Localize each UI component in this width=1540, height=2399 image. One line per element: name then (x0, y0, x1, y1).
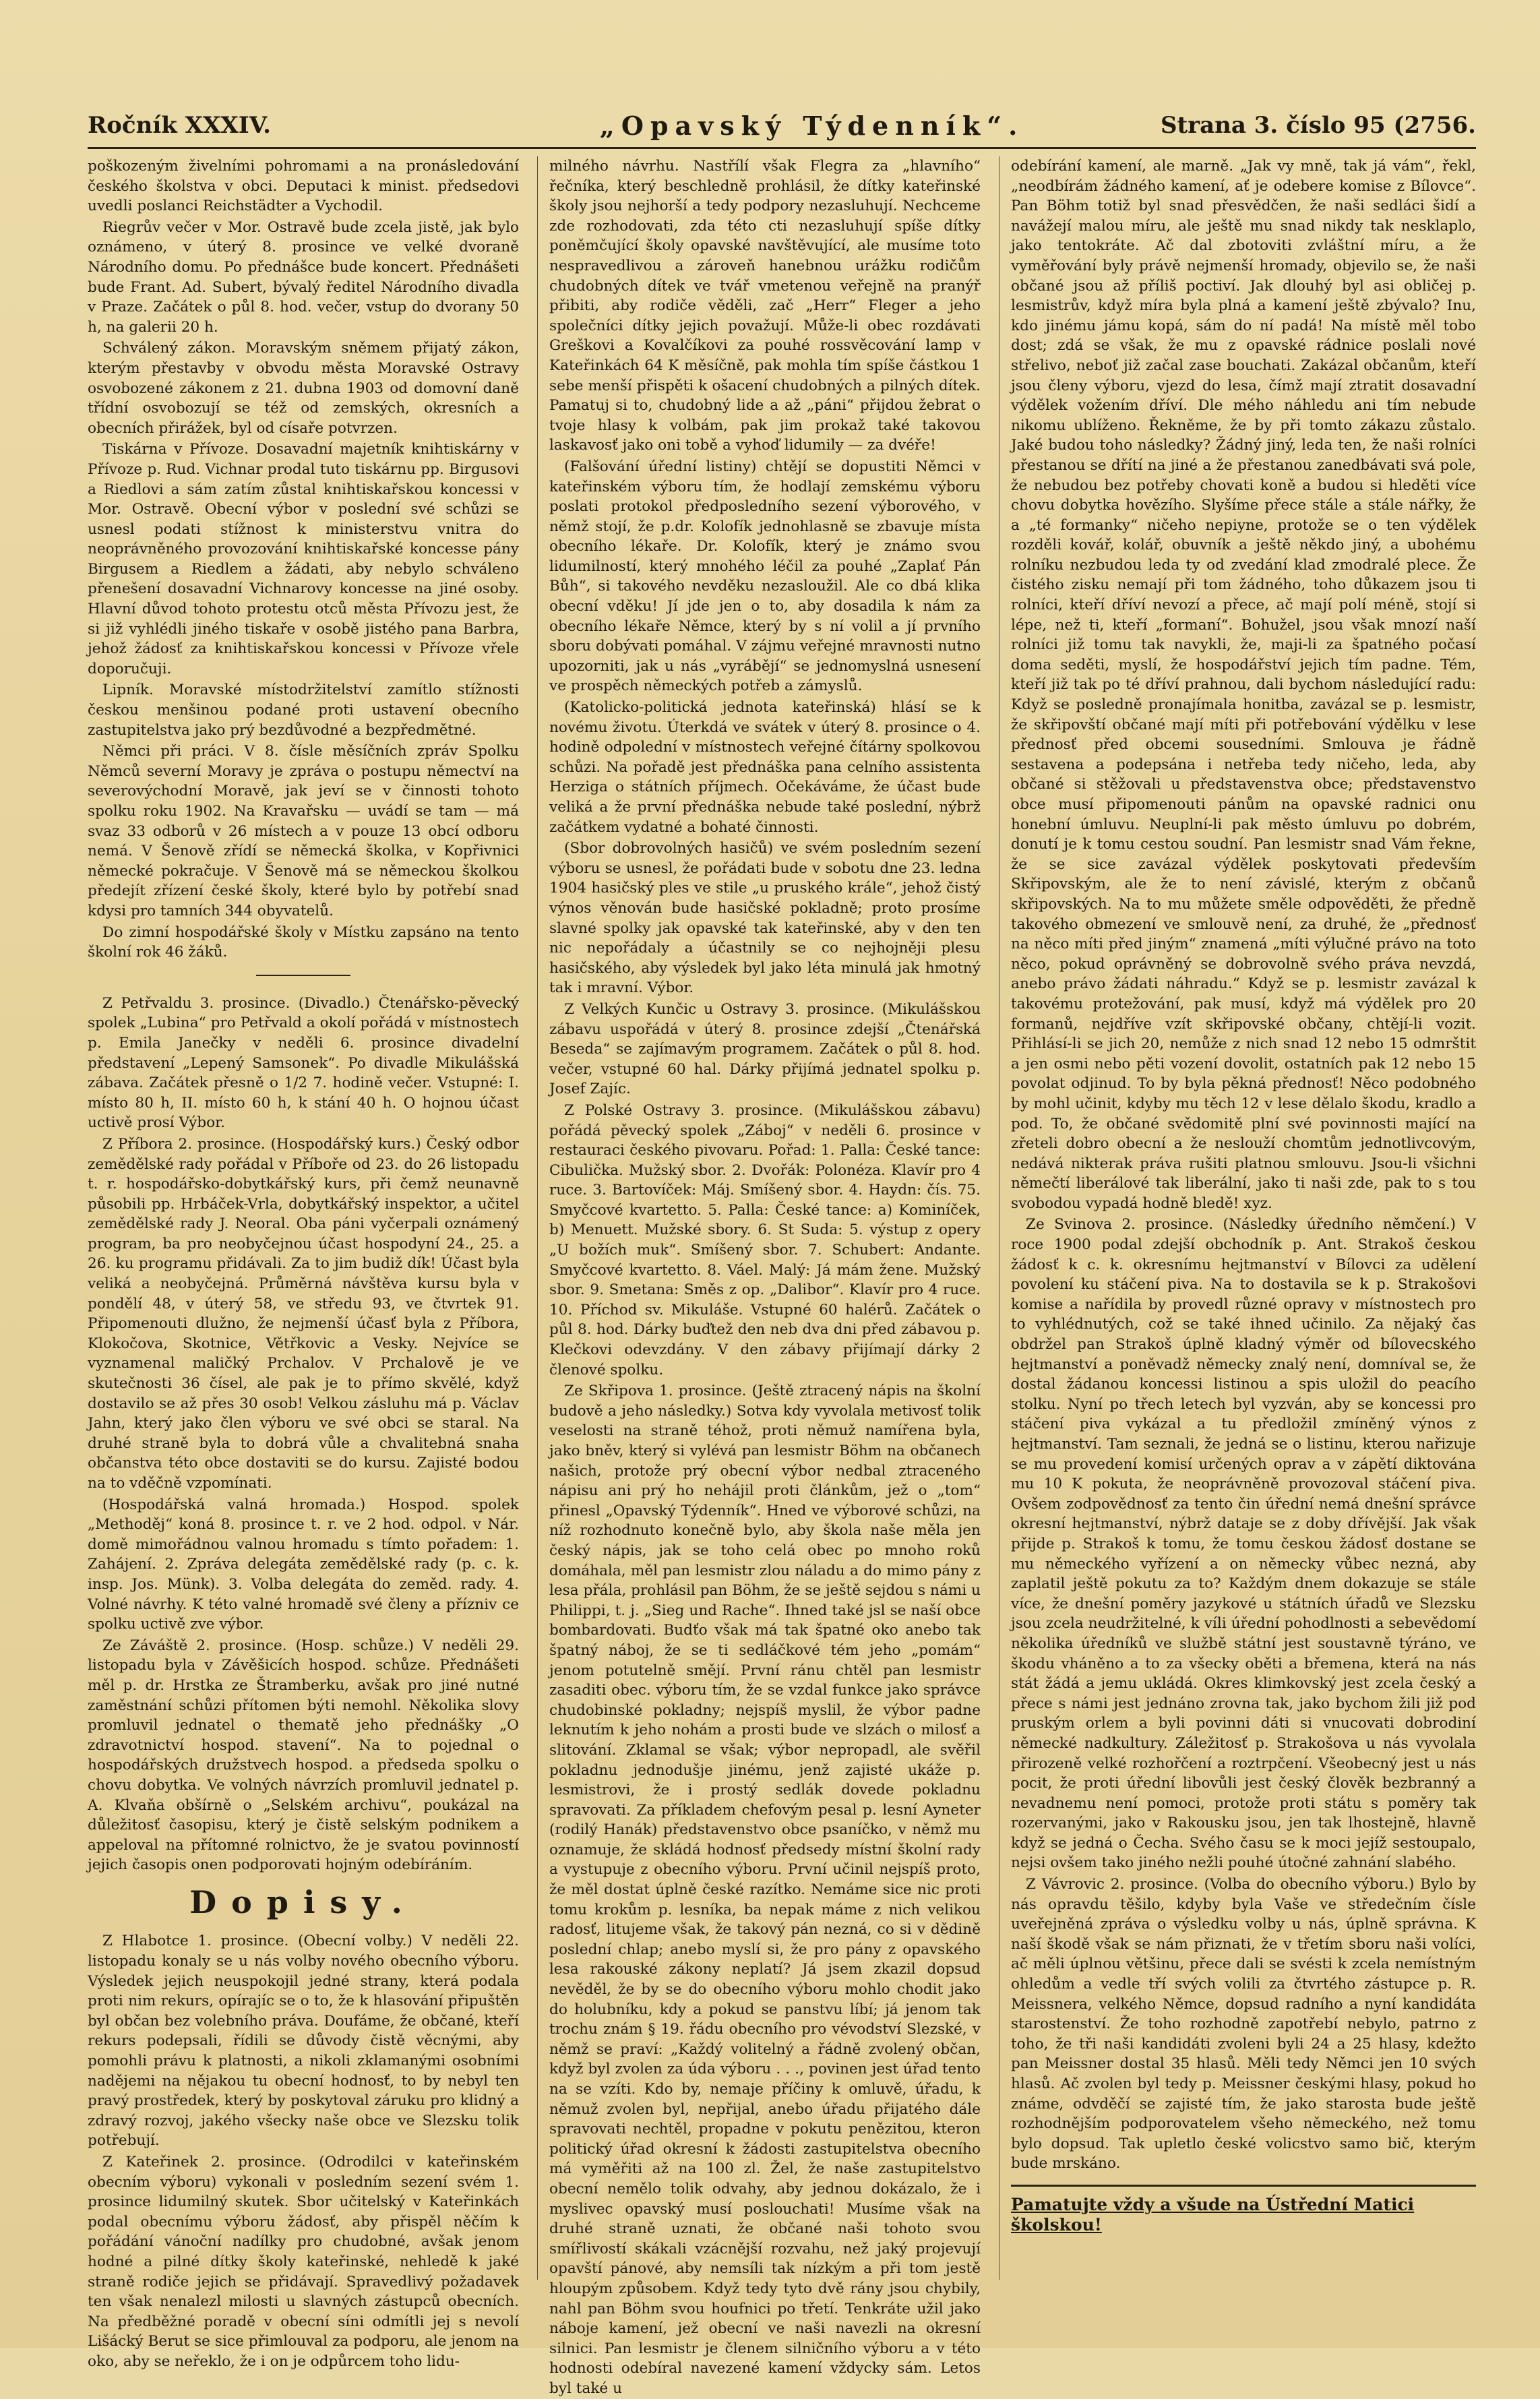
news-item: Schválený zákon. Moravským sněmem přijatý zákon, kterým přestavby v obvodu města Moravské Ostravy osvobozené zákonem z 21. dubna 1903 od domovní daně třídní osvobozují se též od zemských, okresních a obecních přirážek, byl od císaře potvrzen. (88, 340, 519, 437)
column-2 (549, 156, 981, 2397)
column-divider (537, 156, 538, 2280)
page-header (88, 108, 1476, 149)
separator (256, 975, 350, 976)
page-number: Strana 3. číslo 95 (2756. (1160, 112, 1476, 139)
letter-item: Z Hlabotce 1. prosince. (Obecní volby.) V neděli 22. listopadu konaly se u nás volby nového obecního výboru. Výsledek jejich neuspokojil jedné strany, která podala proti nim rekurs, opírajíc se o to, že k hlasování připuštěn byl občan bez volebního práva. Doufáme, že občané, kteří rekurs podepsali, řídili se důvody čistě věcnými, aby pomohli právu k platnosti, a nikoli zklamanými osobními nadějemi na nějakou tu obecní hodnosť, to by nebyl ten pravý prostředek, který by poskytoval záruku pro klidný a zdravý rozvoj, jakého všecky naše obce ve Slezsku tolik potřebují. (88, 1933, 519, 2150)
letter-item: Ze Svinova 2. prosince. (Následky úředního němčení.) V roce 1900 podal zdejší obchodník p. Ant. Strakoš českou žádosť k c. k. okresnímu hejtmanství v Bílovci za udělení povolení ku stáčení piva. Na to dostavila se k p. Strakošovi komise a nařídila by provedl různé opravy v místnostech pro to vyhlédnutých, což se také ihned učinilo. Za nějaký čas obdržel pan Strakoš úplně kladný výměr od bílovecského hejtmanství a poněvadž německy znalý není, domníval se, že dostal žádanou koncessi listinou a spis uložil do peacího stolku. Nyní po třech letech byl vyzván, aby se koncessi pro stáčení piva vykázal a tu předložil zmíněný výnos z hejtmanství. Tam seznali, že jedná se o listinu, kterou nařizuje se mu provedení komisí určených oprav a v zápětí diktována mu 10 K pokuta, že neoprávněně provozoval stáčení piva. Ovšem zodpovědnosť za tento čin úřední nemá dnešní správce okresní hejtmanství, nýbrž dataje se z doby dřívější. Jak však přijde p. Strakoš k tomu, že tomu českou žádosť dostane se mu německého vyřízení a on německy vůbec nezná, aby zaplatil ještě pokutu za to? Každým dnem dokazuje se stále více, že dnešní poměry jazykové u státních úřadů ve Slezsku jsou zcela neudržitelné, k víli úřední pohodlnosti a sebevědomí několika úředníků ve službě státní jest soustavně týráno, ve škodu vháněno a to za všecky oběti a břemena, která na nás stát žádá a jemu ukládá. Okres klimkovský jest zcela český a přece s námi jest jednáno zrovna tak, jako bychom žili již pod pruským orlem a byli povinni dáti si vnucovati dobrodiní německé nadkultury. Záležitosť p. Strakošova u nás vyvolala přirozeně velké rozhořčení a roztrpčení. Všeobecný jest u nás pocit, že proti úřední libovůli jest český člověk bezbranný a nevadnemu není pomoci, protože proti státu s poměry tak rozervanými, jako v Rakousku jsou, jen tak lhostejně, hlavně když se jedná o Čecha. Svého času se k moci jejíž sestoupalo, nejsi ovšem tako jiného nežli pouhé útočné zahnání slabého. (1011, 1216, 1476, 1872)
letter-item: odebírání kamení, ale marně. „Jak vy mně, tak já vám“, řekl, „neodbírám žádného kamení, ať je odebere komise z Bílovce“. Pan Böhm totiž byl snad přesvědčen, že naši sedláci šidí a navážejí malou míru, ale ještě mu snad nikdy tak nesklaplo, jako tentokráte. Ač dal zbotoviti zvláštní míru, a že vyměřování byly právě nejmenší hromady, objevilo se, že naši občané jsou až příliš poctiví. Jak dlouhý byl asi obličej p. lesmistrův, když míra byla plná a kamení ještě zbývalo? Inu, kdo jinému jámu kopá, sám do ní padá! Na místě měl tobo dost; zdá se však, že mu z opavské rádnice poslali nové střelivo, neboť již začal zase bouchati. Zakázal občanům, kteří jsou členy výboru, vjezd do lesa, čímž mají ztratit dosavadní výdělek vožením dříví. Dle mého náhledu ani tím nebude nikomu ublíženo. Řekněme, že by při tomto zákazu zůstalo. Jaké budou toho následky? Žádný jiný, leda ten, že naši rolníci přestanou se dřítí na jiné a že přestanou zanedbávati svá pole, že nebudou bez potřeby chovati koně a budou si hleděti více chovu dobytka hovězího. Slyšíme přece stále a stále nářky, že a „té formanky“ ničeho nepiyne, protože se o ten výdělek rozděli kovář, kolář, obuvník a ještě někdo jiný, a ubohému rolníku nezbudou leda ty od zvedání klad zmodralé plece. Že čistého zisku nemají při tom žádného, toho důkazem jsou ti rolníci, kteří dříví nevozí a přece, ač mají polí méně, stojí si lépe, než ti, kteří „formaní“. Bohužel, jsou však mnozí naší rolníci již tomu tak navykli, že, maji-li za špatného počasí doma seděti, myslí, že hospodářství jejich tím padne. Tém, kteří již tak po té dříví prahnou, dali bychom následující radu: Když se posledně pronajímala honitba, zavázal se p. lesmistr, že skřipovští občané mají míti při potřebování výdělku v lese přednosť před obcemi sousedními. Smlouva je řádně sestavena a podepsána i netřeba tedy ničeho, leda, aby občané si stěžovali u představenstva obce; představenstvo obce musí připomenouti pánům na opavské radnici onu honební úmluvu. Neuplní-li pak město úmluvu po dobrém, donutí je k tomu cestou soudní. Pan lesmistr snad Vám řekne, že se sice zavázal výdělek poskytovati především Skřipovským, ale že to není závislé, kterým z občanů skřipovských. Na to mu můžete směle odpověděti, že předně takového obmezení ve smlouvě není, za druhé, že „přednosť na něco míti před jiným“ znamená „míti výlučné právo na toto něco, pokud oprávněný se dobrovolně svého práva nevzdá, anebo právo žádati náhradu.“ Když se p. lesmistr zavázal k takovému protežování, pak musí, když má výdělek pro 20 formanů, nejdříve vzít skřipovské občany, chtějí-li vozit. Přihlásí-li se jich 20, nemůže z nich snad 12 nebo 15 odmrštit a jen osmi nebo pěti vození dovolit, ostatních pak 12 nebo 15 povolat odjinud. To by byla pěkná přednosť! Něco podobného by mohl učinit, kdyby mu těch 12 v lese dělalo škodu, kradlo a pod. To, že občané svědomitě plní své povinnosti mající na zřeteli dobro obecní a že neslouží chomtům jednotlivcovým, nedává nikterak práva rušiti platnou smlouvu. Jsou-li všichni němečtí liberálové tak liberální, jako ti naši zde, pak to s tou svobodou vypadá hodně bledě! xyz. (1011, 158, 1476, 1212)
letter-item: Z Velkých Kunčic u Ostravy 3. prosince. (Mikulášskou zábavu uspořádá v úterý 8. prosince zdejší „Čtenářská Beseda“ se zajímavým programem. Začátek o půl 8. hod. večer, vstupné 60 hal. Dárky přijímá jednatel spolku p. Josef Zajíc. (549, 1000, 981, 1098)
letter-item: (Falšování úřední listiny) chtějí se dopustiti Němci v kateřinském výboru tím, že hodlají zemskému výboru poslati protokol předposledního sezení výborového, v němž stojí, že p.dr. Kolofík jednohlasně se zbavuje místa obecního lékaře. Dr. Kolofík, který je známo svou lidumilností, který mnohého léčil za pouhé „Zaplať Pán Bůh“, si takového nevděku nezasloužil. Ale co dbá klika obecní vděku! Jí jde jen o to, aby dosadila k nám za obecního lékaře Němce, který by s ní volil a jí prvního sboru dobývati pomáhal. V zájmu veřejné mravnosti nutno upozorniti, jak u nás „vyrábějí“ se jednomyslná usnesení ve prospěch německých potřeb a zámyslů. (549, 458, 981, 695)
letter-item: Z Vávrovic 2. prosince. (Volba do obecního výboru.) Bylo by nás opravdu těšilo, kdyby byla Vaše ve středečním čísle uveřejněná zpráva o výsledku volby u nás, úplně správna. K naší škodě však se nám přiznati, že v třetím sboru naši volíci, ač měli úplnou většinu, přece dali se svésti k zcela nemístným ohledům a vedle tří svých volili za čtvrtého zástupce p. R. Meissnera, velkého Němce, dopsud radního a nyní kandidáta starostenství. Že toho rozhodně zapotřebí nebylo, patrno z toho, že tři naši kandidáti zvoleni byli 24 a 25 hlasy, kdežto pan Meissner dostal 35 hlasů. Měli tedy Němci jen 10 svých hlasů. Ač zvolen byl tedy p. Meissner českými hlasy, pokud ho známe, odvděčí se zajisté tím, že jako starosta bude ještě rozhodnějším podporovatelem všeho německého, než tomu bylo dopsud. Tak upletlo české volicstvo samo bič, kterým bude mrskáno. (1011, 1876, 1476, 2173)
footer-rule (1011, 2185, 1476, 2187)
newspaper-title: „Opavský Týdenník“. (600, 111, 1024, 141)
news-item: Němci při práci. V 8. čísle měsíčních zpráv Spolku Němců severní Moravy je zpráva o postupu němectví na severovýchodní Moravě, jak jeví se v činnosti tohoto spolku roku 1902. Na Kravařsku — uvádí se tam — má svaz 33 odborů v 26 místech a v pouze 13 obcí odboru nemá. V Šenově zřídí se německá školka, v Kopřivnici německé pokračuje. V Šenově má se německou školkou předejít zřízení české školy, které bylo by potřebí snad kdysi pro tamních 344 obyvatelů. (88, 743, 519, 919)
letter-item: Z Kateřinek 2. prosince. (Odrodilci v kateřinském obecním výboru) vykonali v posledním sezení svém 1. prosince lidumilný skutek. Sbor učitelský v Kateřinkách podal obecnímu výboru žádosť, aby přispěl něčím k pořádání vánoční nadílky pro chudobné, avšak jenom hodné a pilné dítky školy kateřinské, nehledě k jaké straně rodiče jejich se přidávají. Spravedlivý požadavek ten však nenalezl milosti u slavných zástupců obecních. Na předběžné poradě v obecní síni odmítli jej s nevolí Lišácký Berut se sice přimlouval za podporu, ale jenom na oko, aby se neřeklo, že i on je odpůrcem toho lidu- (88, 2154, 519, 2370)
matice-slogan: Pamatujte vždy a všude na Ústřední Matici školskou! (1011, 2194, 1415, 2235)
letter-item: (Sbor dobrovolných hasičů) ve svém posledním sezení výboru se usnesl, že pořádati bude v sobotu dne 23. ledna 1904 hasičský ples ve stile „u pruského krále“, jehož čistý výnos věnován bude hasičské pokladně; proto prosíme slavné spolky jak opavské tak kateřinské, aby v den ten nic nepořádaly a účastnily se co nejhojněji plesu hasičského, aby výsledek byl jako léta minulá jak hmotný tak i mravní. Výbor. (549, 840, 981, 997)
news-item: Z Příbora 2. prosince. (Hospodářský kurs.) Český odbor zemědělské rady pořádal v Příboře od 23. do 26 listopadu t. r. hospodářsko-dobytkářský kurs, při čemž neunavně působili pp. Hrbáček-Vrla, dobytkářský inspektor, a učitel zemědělské rady J. Neoral. Oba páni vyčerpali oznámený program, ba pro neobyčejnou účast hospodyní 24., 25. a 26. ku programu přidávali. Za to jim budiž dík! Účast byla veliká a neobyčejná. Průměrná návštěva kursu byla v pondělí 48, v úterý 58, ve středu 93, ve čtvrtek 91. Připomenouti dlužno, že nejmenší účasť byla z Příbora, Klokočova, Skotnice, Větřkovic a Vesky. Nejvíce se vyznamenal maličký Prchalov. V Prchalově je ve skutečnosti 36 čísel, ale pak je to přímo skvělé, když dostavilo se až přes 30 osob! Velkou zásluhu má p. Václav Jahn, který jako člen výboru ve své obci se staral. Na druhé straně byla to dobrá vůle a chvalitebná snaha občanstva této obce dostaviti se do kursu. Zajisté bodou na to vděčně vzpomínati. (88, 1135, 519, 1492)
letter-item: Z Polské Ostravy 3. prosince. (Mikulášskou zábavu) pořádá pěvecký spolek „Záboj“ v neděli 6. prosince v restauraci českého pivovaru. Pořad: 1. Palla: České tance: Cibulička. Mužský sbor. 2. Dvořák: Polonéza. Klavír pro 4 ruce. 3. Bartovíček: Máj. Smíšený sbor. 4. Haydn: čís. 75. Smyčcové kvartetto. 5. Palla: České tance: a) Kominíček, b) Menuett. Mužské sbory. 6. St Suda: 5. výstup z opery „U božích muk“. Smíšený sbor. 7. Schubert: Andante. Smyčcové kvartetto. 8. Váel. Malý: Já mám žene. Mužský sbor. 9. Smetana: Směs z op. „Dalibor“. Klavír pro 4 ruce. 10. Příchod sv. Mikuláše. Vstupné 60 halérů. Začátek o půl 8. hod. Dárky buďtež den neb dva dni před zábavou p. Klečkovi odevzdány. V den zábavy přijímají dárky 2 členové spolku. (549, 1101, 981, 1378)
column-1 (88, 156, 519, 2370)
news-item: Tiskárna v Přívoze. Dosavadní majetník knihtiskárny v Přívoze p. Rud. Vichnar prodal tuto tiskárnu pp. Birgusovi a Riedlovi a sám zatím zůstal knihtiskařskou koncessi v Mor. Ostravě. Obecní výbor v poslední své schůzi se usnesl podati stížnost k ministerstvu vnitra do neoprávněného provozování knihtiskařské koncesse pány Birgusem a Riedlem a žádati, aby nebylo schváleno přenešení dosavadní Vichnarovy koncesse na jiné osoby. Hlavní důvod tohoto protestu otců města Přívozu jest, že si již vyhlédli jiného tiskaře v osobě jistého pana Barbra, jehož žádosť za knihtiskařskou koncessi v Přívoze vřele doporučuji. (88, 441, 519, 677)
news-item: Ze Záváště 2. prosince. (Hosp. schůze.) V neděli 29. listopadu byla v Závěšicích hospod. schůze. Přednášeti měl p. dr. Hrstka ze Štramberku, avšak pro jiné nutné zaměstnání schůzi přítomen býti nemohl. Několika slovy promluvil jednatel o thematě jeho přednášky „O zdravotnictví hospod. stavení“. Na to pojednal o hospodářských družstvech hospod. a předseda spolku o chovu dobytka. Ve volných návrzích promluvil jednatel p. A. Klvaňa obšírně o „Selském archivu“, poukázal na důležitosť časopisu, který je čistě selským podnikem a appeloval na přítomné rolnictvo, že je svatou povinností jejich časopis onen podporovati hojným odebíráním. (88, 1637, 519, 1874)
news-item: (Hospodářská valná hromada.) Hospod. spolek „Methoděj“ koná 8. prosince t. r. ve 2 hod. odpol. v Nár. domě mimořádnou valnou hromadu s tímto pořadem: 1. Zahájení. 2. Zpráva delegáta zemědělské rady (p. c. k. insp. Jos. Münk). 3. Volba delegáta do zeměd. rady. 4. Volné návrhy. K této valné hromadě své členy a přízniv ce spolku uctivě zve výbor. (88, 1496, 519, 1633)
news-item: Z Petřvaldu 3. prosince. (Divadlo.) Čtenářsko-pěvecký spolek „Lubina“ pro Petřvald a okolí pořádá v místnostech p. Emila Janečky v neděli 6. prosince divadelní představení „Lepený Samsonek“. Po divadle Mikulášská zábava. Začátek přesně o 1/2 7. hodině večer. Vstupné: I. místo 80 h, II. místo 60 h, k stání 40 h. O hojnou účast uctivě prosí Výbor. (88, 994, 519, 1132)
letter-item: Ze Skřipova 1. prosince. (Ještě ztracený nápis na školní budově a jeho následky.) Sotva kdy vyvolala metivosť tolik veselosti na straně téhož, proti němuž namířena byla, jako bněv, který si vylévá pan lesmistr Böhm na občanech našich, protože prý obecní výbor nedbal ztraceného nápisu ani prý ho nehájil proti článkům, jež o „tom“ přinesl „Opavský Týdenník“. Hned ve výborové schůzi, na níž rozhodnuto konečně bylo, aby škola naše měla jen český nápis, jak se toho celá obec po mnoho roků domáhala, měl pan lesmistr zlou náladu a do mimo pány z lesa přála, prohlásil pan Böhm, že se ještě sejdou s námi u Philippi, t. j. „Sieg und Rache“. Ihned také jsl se naší obce bombardovati. Budťo však má tak špatné oko anebo tak špatný náboj, že se ti sedláčkové tém jeho „pomám“ jenom potutelně smějí. První ránu chtěl pan lesmistr zasaditi obec. výboru tím, že se vzdal funkce jako správce chudobinské pokladny; nejspíš myslil, že výbor padne leknutím k jeho nohám a prosti bude ve slzách o milosť a slitování. Zklamal se však; výbor nepropadl, ale svěřil pokladnu jednodušje jinému, jenž zajisté ukáže p. lesmistrovi, že i prostý sedlák dovede pokladnu spravovati. Za příkladem chefovým pesal p. lesní Ayneter (rodilý Hanák) představenstvo obce psaníčko, v němž mu oznamuje, že skládá hodnosť předsedy místní školní rady a vystupuje z obecního výboru. První učinil nejspíš proto, že měl dostat úplně české razítko. Nemáme sice nic proti tomu krokům p. lesníka, ba nepak máme z nich velikou radosť, litujeme však, že takový pán nezná, co si v dědině poslední chlap; anebo myslí si, že pro pány z opavského lesa rakouské zákony neplatí? Já jsem zkazil dopsud nevěděl, že by se do obecního výboru mohlo chodit jako do holubníku, kdy a pokud se panstvu líbí; já jenom tak trochu znám § 19. řádu obecního pro vévodství Slezské, v němž se praví: „Každý volitelný a řádně zvolený občan, když byl zvolen za úda výboru . . ., povinen jest úřad tento na se vzíti. Kdo by, nemaje příčiny k omluvě, úřadu, k němuž zvolen byl, nepřijal, anebo úřadu přijatého dále spravovati nechtěl, propadne v pokutu penězitou, kteron politický úřad okresní k žádosti zastupitelstva obecního má vyměřiti až na 100 zl. Žel, že naše zastupitelstvo obecní nemělo tolik odvahy, aby jednou dokázalo, že i myslivec opavský musí poslouchati! Musíme však na druhé straně uznati, že občané naši tohoto svou smířlivostí skákali vzácnější rozvahu, než jaký projevují opavští pánové, aby nemsíli tak nízkým a při tom jestě hloupým způsobem. Když tedy tyto dvě rány jsou chybily, nahl pan Böhm svou houfnici po třetí. Tenkráte užil jako náboje kamení, jež obecní ve naši navezli na okresní silnici. Pan lesmistr je členem silničního výboru a v této hodnosti odebíral navezené kamení vždycky sám. Letos byl také u (549, 1383, 981, 2397)
news-item: poškozeným živelními pohromami a na pronásledování českého školstva v obci. Deputaci k minist. předsedovi uvedli poslanci Reichstädter a Vychodil. (88, 158, 519, 215)
news-item: Do zimní hospodářské školy v Místku zapsáno na tento školní rok 46 žáků. (88, 923, 519, 961)
letter-item: (Katolicko-politická jednota kateřinská) hlásí se k novému životu. Úterkdá ve svátek v úterý 8. prosince o 4. hodině odpolední v místnostech veřejné čítárny spolkovou schůzi. Na pořadě jest přednáška pana celního assistenta Herziga o státních příjmech. Očekáváme, že účast bude veliká a že první přednáška nebude také poslední, nýbrž začátkem vydatné a bohaté činnosti. (549, 699, 981, 836)
volume-label: Ročník XXXIV. (88, 112, 271, 139)
column-3 (1011, 156, 1476, 2273)
letter-item: milného návrhu. Nastřílí však Flegra za „hlavního“ řečníka, který beschledně prohlásil, že dítky kateřinské školy jsou nejhorší a tedy podpory nezasluhují. Nechceme zde rozhodovati, zda této cti nezasluhují spíše dítky poněmčující školy opavské navštěvující, ale musíme toto nespravedlivou a zároveň hanebnou urážku rodičům chudobných dítek ve tvář vmetenou veřejně na pranýř přibiti, aby rodiče věděli, zač „Herr“ Fleger a jeho společníci dítky jejich považují. Může-li obec rozdávati Greškovi a Kovalčíkovi za pouhé rossvěcování lamp v Kateřinkách 64 K měsíčně, pak mohla tím spíše částkou 1 sebe menší přispěti k ošacení chudobných a pilných dítek. Pamatuj si to, chudobný lide a až „páni“ přijdou žebrat o tvoje hlasy k volbám, pak jim prokaž také takovou laskavosť jako oni tobě a vyhoď lidumily — za dvéře! (549, 158, 981, 454)
news-item: Riegrův večer v Mor. Ostravě bude zcela jistě, jak bylo oznámeno, v úterý 8. prosince ve velké dvoraně Národního domu. Po přednášce bude koncert. Přednášeti bude Frant. Ad. Subert, bývalý ředitel Národního divadla v Praze. Začátek o půl 8. hod. večer, vstup do dvorany 50 h, na galerii 20 h. (88, 218, 519, 336)
section-heading: Dopisy. (189, 1883, 417, 1920)
news-item: Lipník. Moravské místodržitelství zamítlo stížnosti českou menšinou podané proti ustavení obecního zastupitelstva jako prý bezdůvodné a bezpředmětné. (88, 681, 519, 739)
